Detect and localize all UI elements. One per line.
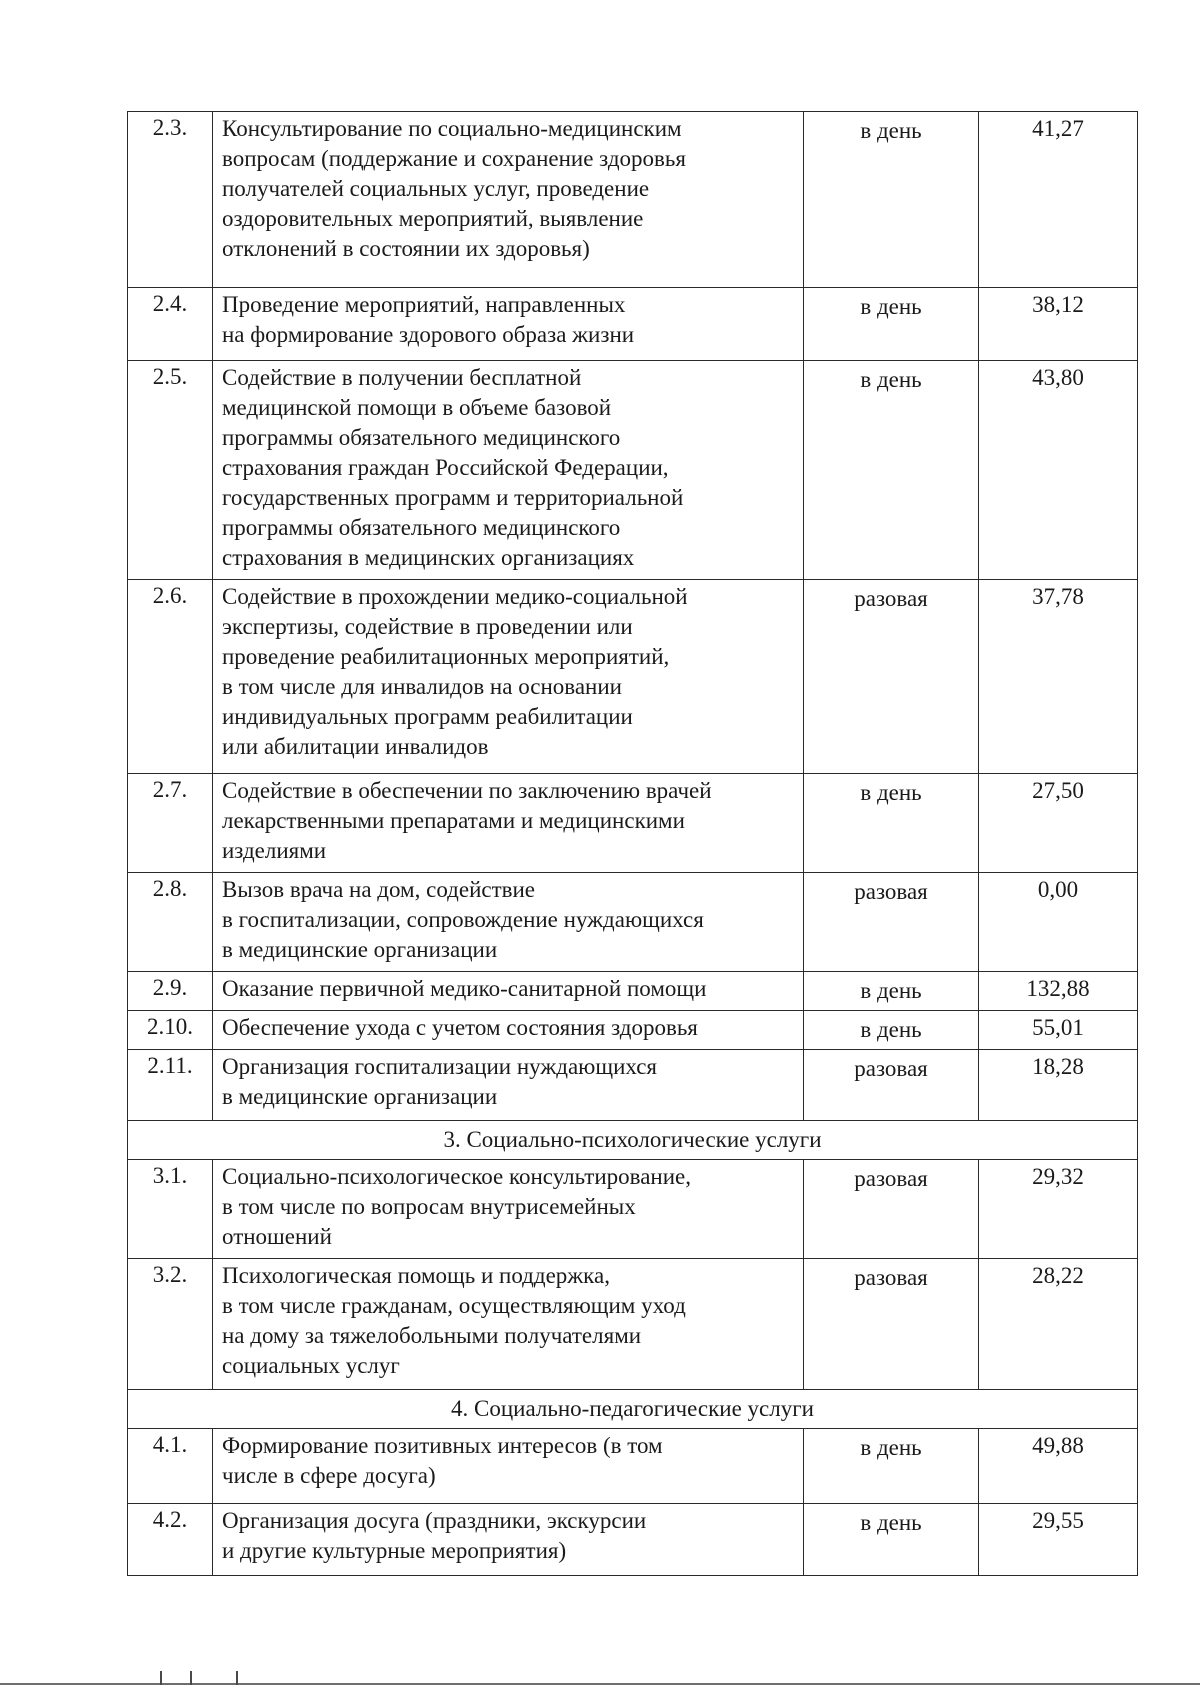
service-unit: в день: [804, 288, 979, 361]
service-name: Социально-психологическое консультирование, в том числе по вопросам внутрисемейных отношений: [213, 1160, 804, 1259]
service-unit: в день: [804, 972, 979, 1011]
service-number: 4.2.: [128, 1504, 213, 1576]
section-header-row: [128, 1390, 1138, 1429]
service-unit: в день: [804, 1504, 979, 1576]
service-name: Проведение мероприятий, направленных на формирование здорового образа жизни: [213, 288, 804, 361]
service-number: 2.5.: [128, 361, 213, 580]
section-title: 4. Социально-педагогические услуги: [128, 1390, 1138, 1429]
table-row: [128, 361, 1138, 580]
service-price: 43,80: [979, 361, 1138, 580]
service-name: Организация досуга (праздники, экскурсии и другие культурные мероприятия): [213, 1504, 804, 1576]
table-row: [128, 112, 1138, 288]
service-price: 27,50: [979, 774, 1138, 873]
service-unit: разовая: [804, 1050, 979, 1121]
service-name: Обеспечение ухода с учетом состояния здоровья: [213, 1011, 804, 1050]
service-price: 28,22: [979, 1259, 1138, 1390]
service-number: 2.4.: [128, 288, 213, 361]
service-name: Содействие в получении бесплатной медицинской помощи в объеме базовой программы обязательного медицинского страхования граждан Российской Федерации, государственных программ и территориальной программы обязательного медицинского страхования в медицинских организациях: [213, 361, 804, 580]
service-unit: в день: [804, 774, 979, 873]
service-unit: разовая: [804, 1259, 979, 1390]
service-name: Психологическая помощь и поддержка, в том числе гражданам, осуществляющим уход на дому за тяжелобольными получателями социальных услуг: [213, 1259, 804, 1390]
table-row: [128, 873, 1138, 972]
service-number: 2.11.: [128, 1050, 213, 1121]
service-number: 4.1.: [128, 1429, 213, 1504]
service-number: 2.9.: [128, 972, 213, 1011]
service-unit: разовая: [804, 580, 979, 774]
service-name: Консультирование по социально-медицинским вопросам (поддержание и сохранение здоровья получателей социальных услуг, проведение оздоровительных мероприятий, выявление отклонений в состоянии их здоровья): [213, 112, 804, 288]
footer-tick: [160, 1671, 162, 1685]
service-number: 2.8.: [128, 873, 213, 972]
service-unit: в день: [804, 1429, 979, 1504]
tariff-table-page: [127, 111, 1137, 1576]
service-number: 3.2.: [128, 1259, 213, 1390]
service-number: 2.7.: [128, 774, 213, 873]
section-header-row: [128, 1121, 1138, 1160]
service-unit: в день: [804, 1011, 979, 1050]
service-unit: в день: [804, 361, 979, 580]
table-row: [128, 1504, 1138, 1576]
service-unit: разовая: [804, 1160, 979, 1259]
service-unit: разовая: [804, 873, 979, 972]
service-unit: в день: [804, 112, 979, 288]
table-row: [128, 1429, 1138, 1504]
service-price: 18,28: [979, 1050, 1138, 1121]
service-name: Организация госпитализации нуждающихся в медицинские организации: [213, 1050, 804, 1121]
table-row: [128, 288, 1138, 361]
table-row: [128, 1011, 1138, 1050]
table-row: [128, 1259, 1138, 1390]
service-number: 3.1.: [128, 1160, 213, 1259]
service-number: 2.6.: [128, 580, 213, 774]
section-title: 3. Социально-психологические услуги: [128, 1121, 1138, 1160]
service-price: 41,27: [979, 112, 1138, 288]
table-row: [128, 1050, 1138, 1121]
footer-tick: [190, 1671, 192, 1685]
table-row: [128, 580, 1138, 774]
service-number: 2.10.: [128, 1011, 213, 1050]
service-price: 132,88: [979, 972, 1138, 1011]
table-body: [128, 112, 1138, 1576]
service-name: Оказание первичной медико-санитарной помощи: [213, 972, 804, 1011]
service-price: 29,32: [979, 1160, 1138, 1259]
service-price: 29,55: [979, 1504, 1138, 1576]
service-name: Формирование позитивных интересов (в том числе в сфере досуга): [213, 1429, 804, 1504]
service-price: 0,00: [979, 873, 1138, 972]
service-price: 37,78: [979, 580, 1138, 774]
table-row: [128, 1160, 1138, 1259]
service-price: 55,01: [979, 1011, 1138, 1050]
service-name: Содействие в прохождении медико-социальной экспертизы, содействие в проведении или проведение реабилитационных мероприятий, в том числе для инвалидов на основании индивидуальных программ реабилитации или абилитации инвалидов: [213, 580, 804, 774]
service-number: 2.3.: [128, 112, 213, 288]
table-row: [128, 972, 1138, 1011]
service-price: 49,88: [979, 1429, 1138, 1504]
footer-tick: [236, 1671, 238, 1685]
table-row: [128, 774, 1138, 873]
service-name: Вызов врача на дом, содействие в госпитализации, сопровождение нуждающихся в медицинские организации: [213, 873, 804, 972]
footer-rule: [0, 1683, 1200, 1685]
services-tariff-table: [127, 111, 1138, 1576]
service-name: Содействие в обеспечении по заключению врачей лекарственными препаратами и медицинскими изделиями: [213, 774, 804, 873]
service-price: 38,12: [979, 288, 1138, 361]
